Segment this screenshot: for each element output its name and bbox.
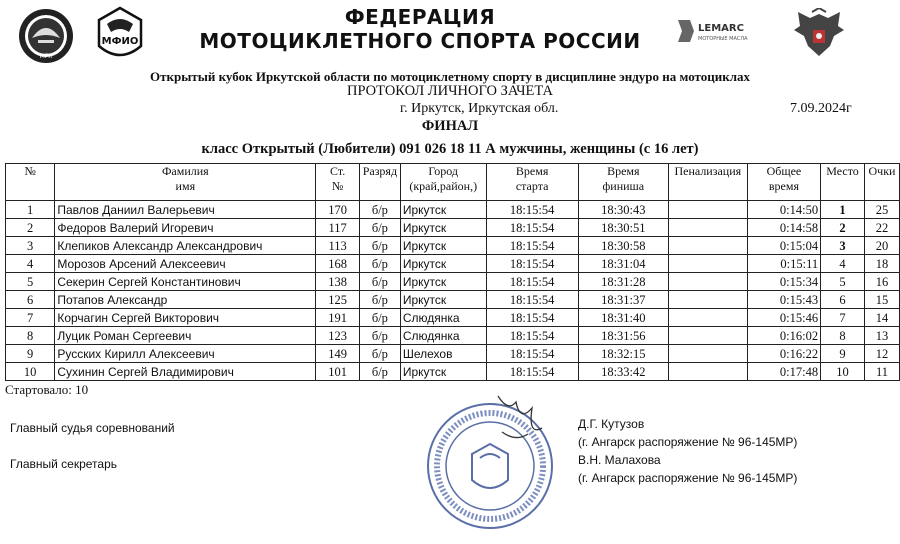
rank-cell: б/р: [359, 255, 400, 273]
federation-title-line1: ФЕДЕРАЦИЯ: [344, 5, 496, 29]
table-row: [6, 273, 900, 291]
penalty-cell: [668, 237, 747, 255]
penalty-cell: [668, 345, 747, 363]
finish-time-cell: 18:31:40: [578, 309, 668, 327]
start-time-cell: 18:15:54: [486, 363, 578, 381]
points-cell: 12: [864, 345, 899, 363]
city-cell: Иркутск: [400, 291, 486, 309]
city-cell: Иркутск: [400, 201, 486, 219]
row-num-cell: 3: [6, 237, 55, 255]
city-cell: Иркутск: [400, 273, 486, 291]
start-number-cell: 170: [316, 201, 360, 219]
points-cell: 16: [864, 273, 899, 291]
rank-cell: б/р: [359, 201, 400, 219]
rank-cell: б/р: [359, 273, 400, 291]
start-time-cell: 18:15:54: [486, 309, 578, 327]
svg-text:LEMARC: LEMARC: [698, 23, 744, 34]
header-num: №: [6, 164, 55, 201]
points-cell: 25: [864, 201, 899, 219]
event-title: Открытый кубок Иркутской области по мотоциклетному спорту в дисциплине эндуро на мотоциклах: [149, 69, 751, 84]
table-row: [6, 219, 900, 237]
federation-emblem-logo: [18, 8, 74, 64]
finish-time-cell: 18:30:58: [578, 237, 668, 255]
judge-name: Д.Г. Кутузов: [578, 417, 645, 431]
table-row: [6, 345, 900, 363]
total-time-cell: 0:15:43: [747, 291, 820, 309]
rank-cell: б/р: [359, 363, 400, 381]
penalty-cell: [668, 219, 747, 237]
finish-time-cell: 18:30:51: [578, 219, 668, 237]
row-num-cell: 1: [6, 201, 55, 219]
rank-cell: б/р: [359, 327, 400, 345]
header-name: Фамилия имя: [55, 164, 316, 201]
judge-order: (г. Ангарск распоряжение № 96-145МР): [578, 435, 798, 449]
racer-name-cell: Секерин Сергей Константинович: [55, 273, 316, 291]
city-cell: Шелехов: [400, 345, 486, 363]
row-num-cell: 9: [6, 345, 55, 363]
finish-time-cell: 18:31:37: [578, 291, 668, 309]
table-row: [6, 363, 900, 381]
event-date: 7.09.2024г: [790, 101, 852, 116]
results-table: [5, 163, 900, 381]
russian-eagle-emblem: [790, 8, 848, 62]
rank-cell: б/р: [359, 309, 400, 327]
city-cell: Иркутск: [400, 363, 486, 381]
finish-time-cell: 18:31:04: [578, 255, 668, 273]
header-start-number: Ст. №: [316, 164, 360, 201]
points-cell: 15: [864, 291, 899, 309]
start-number-cell: 168: [316, 255, 360, 273]
start-number-cell: 149: [316, 345, 360, 363]
table-row: [6, 201, 900, 219]
total-time-cell: 0:17:48: [747, 363, 820, 381]
total-time-cell: 0:15:11: [747, 255, 820, 273]
table-row: [6, 327, 900, 345]
place-cell: 1: [821, 201, 865, 219]
racer-name-cell: Русских Кирилл Алексеевич: [55, 345, 316, 363]
total-time-cell: 0:15:04: [747, 237, 820, 255]
place-cell: 9: [821, 345, 865, 363]
svg-text:MFR: MFR: [39, 53, 53, 60]
class-line: класс Открытый (Любители) 091 026 18 11 А мужчины, женщины (с 16 лет): [201, 141, 699, 157]
rank-cell: б/р: [359, 219, 400, 237]
place-cell: 3: [821, 237, 865, 255]
secretary-order: (г. Ангарск распоряжение № 96-145МР): [578, 471, 798, 485]
place-cell: 2: [821, 219, 865, 237]
racer-name-cell: Федоров Валерий Игоревич: [55, 219, 316, 237]
points-cell: 13: [864, 327, 899, 345]
total-time-cell: 0:14:58: [747, 219, 820, 237]
header-start-time: Время старта: [486, 164, 578, 201]
place-cell: 4: [821, 255, 865, 273]
official-stamp: [420, 392, 560, 532]
start-time-cell: 18:15:54: [486, 273, 578, 291]
total-time-cell: 0:15:34: [747, 273, 820, 291]
racer-name-cell: Павлов Даниил Валерьевич: [55, 201, 316, 219]
penalty-cell: [668, 309, 747, 327]
penalty-cell: [668, 201, 747, 219]
points-cell: 18: [864, 255, 899, 273]
header-points: Очки: [864, 164, 899, 201]
started-count: Стартовало: 10: [5, 382, 89, 397]
header-penalty: Пенализация: [668, 164, 747, 201]
row-num-cell: 7: [6, 309, 55, 327]
header-place: Место: [821, 164, 865, 201]
place-cell: 5: [821, 273, 865, 291]
points-cell: 20: [864, 237, 899, 255]
start-number-cell: 125: [316, 291, 360, 309]
penalty-cell: [668, 255, 747, 273]
signatures-block: [578, 415, 797, 487]
total-time-cell: 0:15:46: [747, 309, 820, 327]
start-time-cell: 18:15:54: [486, 237, 578, 255]
row-num-cell: 10: [6, 363, 55, 381]
header-rank: Разряд: [359, 164, 400, 201]
row-num-cell: 6: [6, 291, 55, 309]
table-header-row: [6, 164, 900, 201]
finish-time-cell: 18:31:56: [578, 327, 668, 345]
event-location: г. Иркутск, Иркутская обл.: [400, 101, 559, 116]
table-row: [6, 237, 900, 255]
protocol-title: ПРОТОКОЛ ЛИЧНОГО ЗАЧЕТА: [346, 83, 554, 99]
penalty-cell: [668, 291, 747, 309]
rank-cell: б/р: [359, 237, 400, 255]
chief-judge-label: Главный судья соревнований: [10, 421, 175, 435]
start-number-cell: 123: [316, 327, 360, 345]
start-number-cell: 138: [316, 273, 360, 291]
total-time-cell: 0:14:50: [747, 201, 820, 219]
svg-text:МОТОРНЫЕ МАСЛА: МОТОРНЫЕ МАСЛА: [698, 36, 748, 42]
start-time-cell: 18:15:54: [486, 345, 578, 363]
row-num-cell: 8: [6, 327, 55, 345]
racer-name-cell: Морозов Арсений Алексеевич: [55, 255, 316, 273]
start-time-cell: 18:15:54: [486, 219, 578, 237]
lemarc-logo: [676, 16, 766, 46]
city-cell: Слюдянка: [400, 309, 486, 327]
start-number-cell: 101: [316, 363, 360, 381]
place-cell: 10: [821, 363, 865, 381]
points-cell: 11: [864, 363, 899, 381]
row-num-cell: 5: [6, 273, 55, 291]
penalty-cell: [668, 363, 747, 381]
stage-title: ФИНАЛ: [421, 118, 479, 134]
row-num-cell: 2: [6, 219, 55, 237]
city-cell: Иркутск: [400, 219, 486, 237]
total-time-cell: 0:16:02: [747, 327, 820, 345]
header-city: Город (край,район,): [400, 164, 486, 201]
start-number-cell: 113: [316, 237, 360, 255]
penalty-cell: [668, 273, 747, 291]
start-time-cell: 18:15:54: [486, 291, 578, 309]
start-time-cell: 18:15:54: [486, 201, 578, 219]
city-cell: Слюдянка: [400, 327, 486, 345]
place-cell: 7: [821, 309, 865, 327]
finish-time-cell: 18:32:15: [578, 345, 668, 363]
finish-time-cell: 18:31:28: [578, 273, 668, 291]
mfio-logo: [95, 6, 145, 64]
place-cell: 8: [821, 327, 865, 345]
rank-cell: б/р: [359, 345, 400, 363]
points-cell: 22: [864, 219, 899, 237]
start-time-cell: 18:15:54: [486, 255, 578, 273]
racer-name-cell: Потапов Александр: [55, 291, 316, 309]
start-number-cell: 191: [316, 309, 360, 327]
table-row: [6, 291, 900, 309]
start-number-cell: 117: [316, 219, 360, 237]
svg-text:МФИО: МФИО: [101, 36, 139, 47]
racer-name-cell: Луцик Роман Сергеевич: [55, 327, 316, 345]
finish-time-cell: 18:33:42: [578, 363, 668, 381]
racer-name-cell: Корчагин Сергей Викторович: [55, 309, 316, 327]
racer-name-cell: Сухинин Сергей Владимирович: [55, 363, 316, 381]
table-row: [6, 255, 900, 273]
city-cell: Иркутск: [400, 255, 486, 273]
header-finish-time: Время финиша: [578, 164, 668, 201]
header-total-time: Общее время: [747, 164, 820, 201]
row-num-cell: 4: [6, 255, 55, 273]
federation-title: [150, 5, 690, 53]
penalty-cell: [668, 327, 747, 345]
table-row: [6, 309, 900, 327]
total-time-cell: 0:16:22: [747, 345, 820, 363]
finish-time-cell: 18:30:43: [578, 201, 668, 219]
secretary-name: В.Н. Малахова: [578, 453, 661, 467]
points-cell: 14: [864, 309, 899, 327]
place-cell: 6: [821, 291, 865, 309]
chief-secretary-label: Главный секретарь: [10, 457, 117, 471]
city-cell: Иркутск: [400, 237, 486, 255]
rank-cell: б/р: [359, 291, 400, 309]
start-time-cell: 18:15:54: [486, 327, 578, 345]
racer-name-cell: Клепиков Александр Александрович: [55, 237, 316, 255]
federation-title-line2: МОТОЦИКЛЕТНОГО СПОРТА РОССИИ: [199, 29, 641, 53]
